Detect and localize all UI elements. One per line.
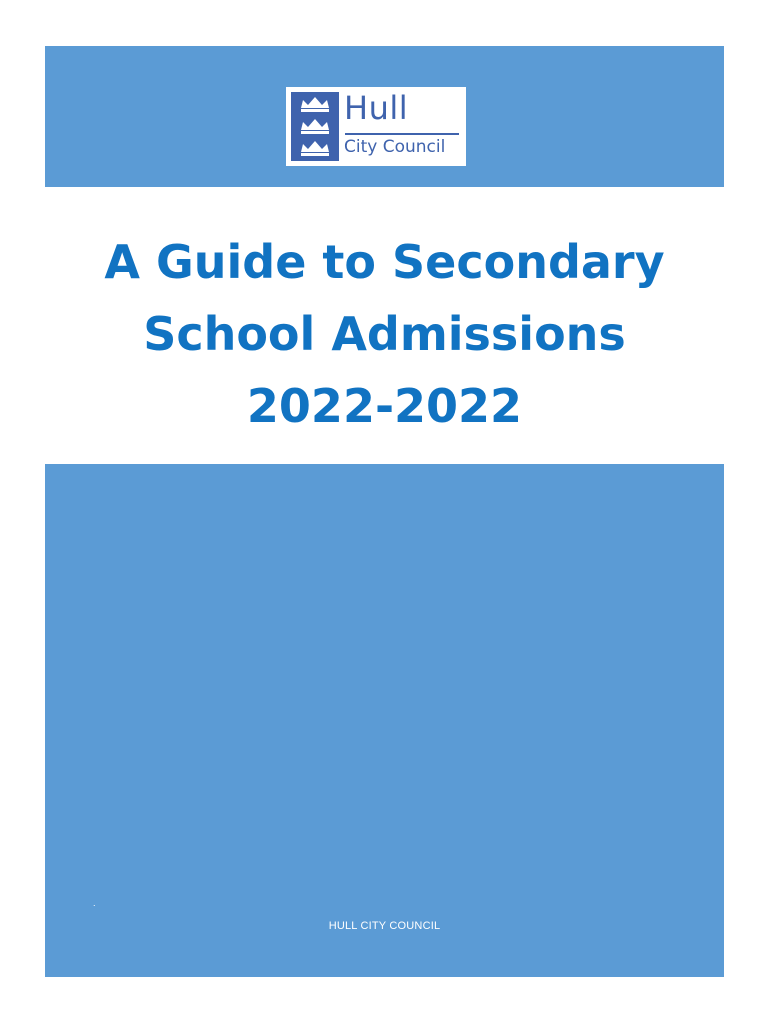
logo-city-council-text: City Council xyxy=(344,137,446,157)
document-title xyxy=(45,226,724,442)
title-line-2: School Admissions xyxy=(143,307,626,361)
logo-divider xyxy=(345,133,459,135)
logo-hull-text: Hull xyxy=(344,89,409,127)
cover-mark: . xyxy=(93,898,96,908)
title-line-1: A Guide to Secondary xyxy=(104,235,665,289)
footer-organisation: HULL CITY COUNCIL xyxy=(328,920,441,932)
cover-panel xyxy=(45,464,724,977)
hull-city-council-logo xyxy=(286,87,466,166)
three-crowns-crest-icon xyxy=(291,92,339,161)
title-line-3: 2022-2022 xyxy=(246,379,523,433)
